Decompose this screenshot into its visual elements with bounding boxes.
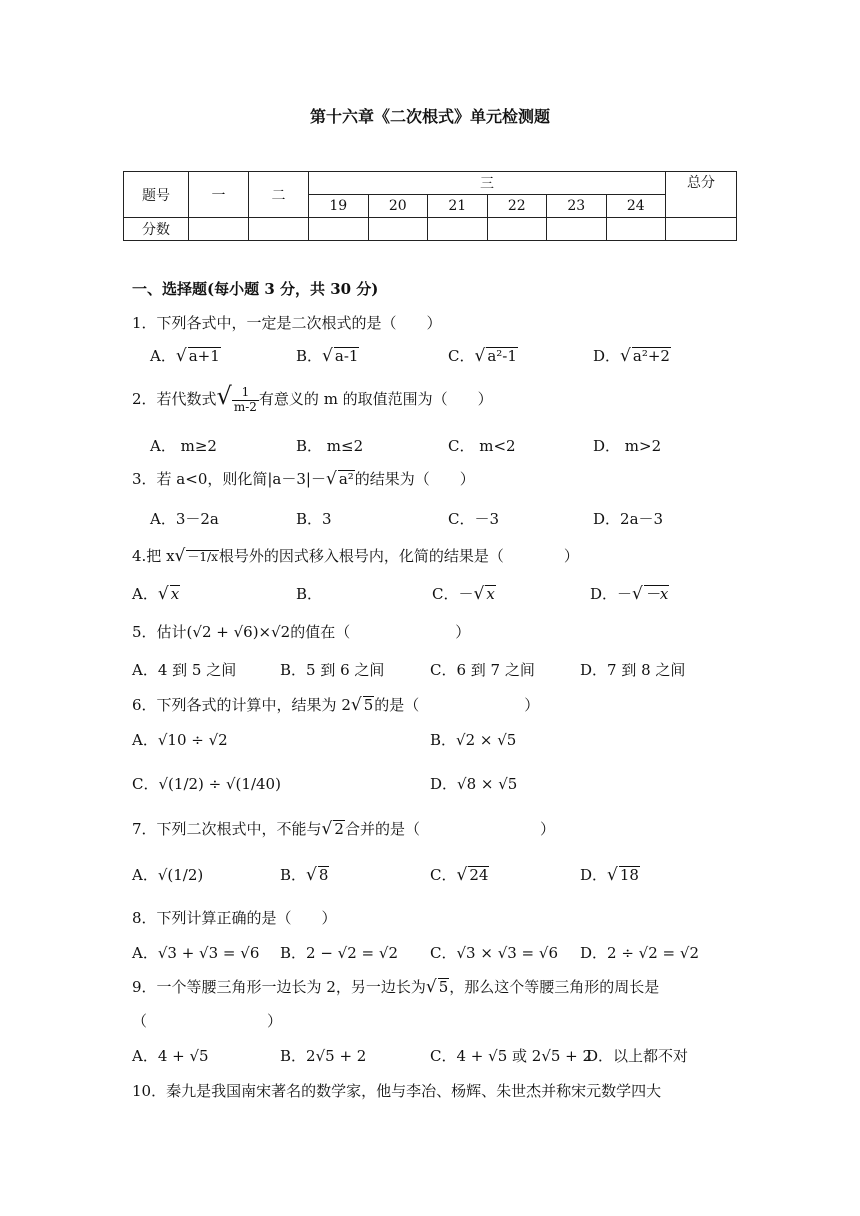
q8-option-c: C．√3 × √3 = √6 xyxy=(430,944,558,962)
score-cell[interactable] xyxy=(606,218,666,241)
q1-option-a: A．√ a+1 xyxy=(150,346,220,366)
q1-stem: 1．下列各式中，一定是二次根式的是（ ） xyxy=(132,314,442,332)
q10-stem: 10．秦九是我国南宋著名的数学家，他与李冶、杨辉、朱世杰并称宋元数学四大 xyxy=(132,1082,662,1100)
q5-option-d: D．7 到 8 之间 xyxy=(580,661,686,679)
score-cell[interactable] xyxy=(249,218,309,241)
q4-option-c: C．－√ x xyxy=(432,584,495,604)
q8-option-a: A．√3 + √3 = √6 xyxy=(132,944,260,962)
header-q23: 23 xyxy=(547,195,607,218)
q4-option-b: B． xyxy=(296,585,323,603)
header-q20: 20 xyxy=(368,195,428,218)
q9-option-a: A．4 + √5 xyxy=(132,1047,209,1065)
q6-stem: 6．下列各式的计算中，结果为 2√ 5的是（ ） xyxy=(132,695,540,715)
q7-option-d: D．√ 18 xyxy=(580,865,639,885)
q8-stem: 8．下列计算正确的是（ ） xyxy=(132,909,337,927)
header-q22: 22 xyxy=(487,195,547,218)
header-part-2: 二 xyxy=(249,172,309,218)
q7-option-c: C．√ 24 xyxy=(430,865,489,885)
q3-option-c: C．－3 xyxy=(448,510,500,528)
q2-option-d: D． m>2 xyxy=(593,437,662,455)
score-row-label: 分数 xyxy=(124,218,189,241)
q1-option-c: C．√ a²-1 xyxy=(448,346,517,366)
page-title: 第十六章《二次根式》单元检测题 xyxy=(309,107,550,126)
score-cell[interactable] xyxy=(547,218,607,241)
score-cell[interactable] xyxy=(309,218,369,241)
score-cell[interactable] xyxy=(368,218,428,241)
q1-option-b: B．√ a-1 xyxy=(296,346,359,366)
header-part-1: 一 xyxy=(189,172,249,218)
header-part-3: 三 xyxy=(309,172,666,195)
q3-option-b: B．3 xyxy=(296,510,332,528)
q6-option-a: A．√10 ÷ √2 xyxy=(132,731,228,749)
q8-option-b: B．2 − √2 = √2 xyxy=(280,944,398,962)
score-table xyxy=(123,171,737,241)
q2-option-c: C． m<2 xyxy=(448,437,516,455)
score-cell[interactable] xyxy=(428,218,488,241)
q2-stem: 2．若代数式√ $\frac{1}{m-2}$ 有意义的 m 的取值范围为（ ） xyxy=(132,382,493,414)
q7-option-b: B．√ 8 xyxy=(280,865,329,885)
q6-option-b: B．√2 × √5 xyxy=(430,731,517,749)
q6-option-d: D．√8 × √5 xyxy=(430,775,518,793)
q5-option-a: A．4 到 5 之间 xyxy=(132,661,237,679)
q9-option-d: D．以上都不对 xyxy=(586,1047,689,1065)
q9-option-b: B．2√5 + 2 xyxy=(280,1047,367,1065)
header-q19: 19 xyxy=(309,195,369,218)
q4-stem: 4.把 x√ －1/x根号外的因式移入根号内，化简的结果是（ ） xyxy=(132,546,579,566)
q5-option-b: B．5 到 6 之间 xyxy=(280,661,385,679)
header-question-number: 题号 xyxy=(124,172,189,218)
q2-option-a: A． m≥2 xyxy=(150,437,217,455)
q3-option-d: D．2a－3 xyxy=(593,510,664,528)
score-cell[interactable] xyxy=(189,218,249,241)
q9-stem-line2: （ ） xyxy=(132,1012,283,1030)
q8-option-d: D．2 ÷ √2 = √2 xyxy=(580,944,699,962)
q7-stem: 7．下列二次根式中，不能与√ 2合并的是（ ） xyxy=(132,819,555,839)
q5-stem: 5．估计(√2 + √6)×√2的值在（ ） xyxy=(132,623,471,641)
q2-option-b: B． m≤2 xyxy=(296,437,364,455)
header-q24: 24 xyxy=(606,195,666,218)
section-heading: 一、选择题(每小题 3 分，共 30 分) xyxy=(132,280,379,298)
q9-stem-line1: 9．一个等腰三角形一边长为 2，另一边长为√ 5，那么这个等腰三角形的周长是 xyxy=(132,977,660,997)
q9-option-c: C．4 + √5 或 2√5 + 2 xyxy=(430,1047,593,1065)
q1-option-d: D．√ a²+2 xyxy=(593,346,670,366)
header-total: 总分 xyxy=(666,172,737,218)
q7-option-a: A．√(1/2) xyxy=(132,866,204,884)
q5-option-c: C．6 到 7 之间 xyxy=(430,661,535,679)
score-cell[interactable] xyxy=(666,218,737,241)
score-cell[interactable] xyxy=(487,218,547,241)
q4-option-d: D．－√ －x xyxy=(590,584,669,604)
q4-option-a: A．√ x xyxy=(132,584,180,604)
q6-option-c: C．√(1/2) ÷ √(1/40) xyxy=(132,775,281,793)
header-q21: 21 xyxy=(428,195,488,218)
q3-stem: 3．若 a<0，则化简|a－3|－√ a²的结果为（ ） xyxy=(132,469,475,489)
q3-option-a: A．3－2a xyxy=(150,510,219,528)
